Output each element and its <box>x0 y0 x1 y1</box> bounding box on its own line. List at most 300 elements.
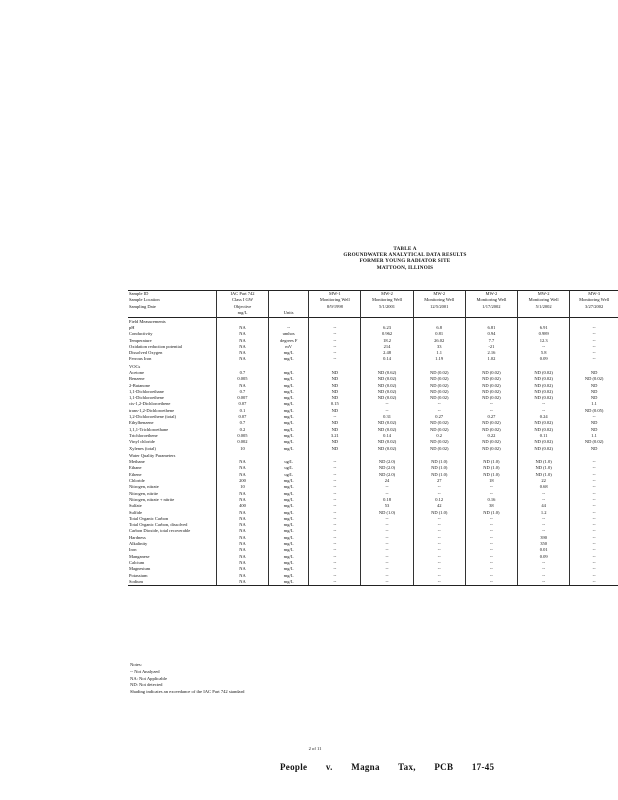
result-value: 6.8 <box>413 325 465 331</box>
result-value: -- <box>309 560 361 566</box>
result-value: 1.19 <box>413 356 465 362</box>
result-value: -- <box>361 547 413 553</box>
parameter-name: Total Organic Carbon, dissolved <box>129 522 188 528</box>
result-value: -- <box>361 522 413 528</box>
standard-value: NA <box>216 356 268 362</box>
parameter-name: Dissolved Oxygen <box>129 350 163 356</box>
standard-label: Objective <box>233 303 252 309</box>
result-value: -- <box>465 522 517 528</box>
result-value: 6.81 <box>465 325 517 331</box>
result-value: -- <box>465 484 517 490</box>
parameter-name: Calcium <box>129 559 145 565</box>
result-value: ND (0.02) <box>465 376 517 382</box>
result-value: ND (0.62) <box>361 370 413 376</box>
result-value: ND (0.02) <box>465 389 517 395</box>
result-value: -- <box>570 356 618 362</box>
well-id: MW-2 <box>485 291 498 296</box>
result-value: -- <box>413 547 465 553</box>
empty-cell <box>269 363 309 370</box>
result-value: -- <box>361 566 413 572</box>
result-value: ND (0.02) <box>518 420 570 426</box>
result-value: -- <box>413 535 465 541</box>
parameter-name: trans-1,2-Dichloroethene <box>129 407 175 413</box>
result-value: -- <box>361 408 413 414</box>
result-value: ND <box>309 389 361 395</box>
table-row <box>128 579 618 586</box>
well-date: 5/1/2002 <box>535 303 552 309</box>
section-title: VOCs <box>129 363 141 369</box>
result-value: -- <box>570 535 618 541</box>
standard-value: NA <box>216 579 268 586</box>
standard-value: 10 <box>216 484 268 490</box>
result-value: 0.18 <box>361 497 413 503</box>
standard-value: NA <box>216 325 268 331</box>
result-value: 0.09 <box>518 356 570 362</box>
result-value: -- <box>309 325 361 331</box>
result-value: -- <box>570 516 618 522</box>
unit-value: mg/L <box>269 528 309 534</box>
empty-cell <box>361 363 413 370</box>
result-value: ND (0.02) <box>465 383 517 389</box>
result-value: 6.91 <box>518 325 570 331</box>
result-value: ND (0.02) <box>413 376 465 382</box>
result-value: -- <box>413 401 465 407</box>
result-value: ND <box>309 439 361 445</box>
result-value: 1.1 <box>570 433 618 439</box>
result-value: ND (1.0) <box>413 465 465 471</box>
result-value: ND <box>309 376 361 382</box>
standard-value: 0.07 <box>216 414 268 420</box>
result-value: -- <box>413 528 465 534</box>
result-value: 0.16 <box>465 497 517 503</box>
result-value: 22 <box>518 478 570 484</box>
result-value: -- <box>570 478 618 484</box>
standard-value: 0.7 <box>216 420 268 426</box>
well-type: Monitoring Well <box>372 297 402 303</box>
result-value: -- <box>413 484 465 490</box>
case-footer <box>280 762 494 772</box>
parameter-name: Ethene <box>129 471 142 477</box>
table-label: TABLE A <box>393 246 417 252</box>
empty-cell <box>413 452 465 459</box>
result-value: 27 <box>413 478 465 484</box>
parameter-name: Nitrogen, nitrate + nitrite <box>129 496 175 502</box>
result-value: -- <box>570 579 618 586</box>
result-value: ND (0.02) <box>413 446 465 452</box>
standard-units: mg/L <box>237 310 248 316</box>
result-value: -- <box>309 573 361 579</box>
notes-heading: Notes: <box>130 662 142 667</box>
result-value: ND (2.0) <box>361 465 413 471</box>
empty-cell <box>216 317 268 325</box>
result-value: 18.2 <box>361 338 413 344</box>
parameter-name: Hardness <box>129 534 146 540</box>
parameter-name: Total Organic Carbon <box>129 515 169 521</box>
result-value: -- <box>361 484 413 490</box>
result-value: ND (0.02) <box>361 439 413 445</box>
unit-value: mV <box>269 344 309 350</box>
result-value: -- <box>570 484 618 490</box>
result-value: ND (0.02) <box>413 389 465 395</box>
result-value: -- <box>361 554 413 560</box>
parameter-name: Trichloroethene <box>129 432 158 438</box>
header-well-cell <box>465 291 517 318</box>
result-value: -- <box>570 338 618 344</box>
result-value: -- <box>570 344 618 350</box>
result-value: -- <box>465 579 517 586</box>
note-item: ND: Not detected <box>130 682 163 688</box>
standard-value: NA <box>216 350 268 356</box>
parameter-name: Nitrogen, nitrite <box>129 490 158 496</box>
well-date: 8/9/1998 <box>326 303 343 309</box>
standard-value: NA <box>216 465 268 471</box>
result-value: -- <box>361 579 413 586</box>
result-value: -- <box>309 516 361 522</box>
result-value: -- <box>518 344 570 350</box>
header-well-cell <box>518 291 570 318</box>
result-value: -- <box>570 350 618 356</box>
unit-value: mg/L <box>269 478 309 484</box>
result-value: ND (0.02) <box>413 370 465 376</box>
result-value: -- <box>570 325 618 331</box>
result-value: -- <box>413 541 465 547</box>
result-value: -- <box>570 554 618 560</box>
result-value: -- <box>570 491 618 497</box>
standard-value: 0.005 <box>216 376 268 382</box>
standard-value: 0.07 <box>216 401 268 407</box>
result-value: -- <box>309 497 361 503</box>
result-value: 0.94 <box>465 331 517 337</box>
standard-value: NA <box>216 338 268 344</box>
result-value: ND <box>309 446 361 452</box>
result-value: 0.31 <box>361 414 413 420</box>
result-value: ND <box>570 383 618 389</box>
header-standard-cell <box>216 291 268 318</box>
well-id: MW-1 <box>328 291 341 296</box>
result-value: ND <box>570 446 618 452</box>
parameter-name: pH <box>129 324 135 330</box>
result-value: ND (0.02) <box>361 395 413 401</box>
parameter-name: 1,1-Dichloroethane <box>129 388 164 394</box>
parameter-name: Xylenes (total) <box>129 445 156 451</box>
result-value: ND <box>570 427 618 433</box>
result-value: -- <box>309 503 361 509</box>
standard-value: NA <box>216 566 268 572</box>
unit-value: mg/L <box>269 510 309 516</box>
well-date: 3/27/2002 <box>584 303 604 309</box>
result-value: -- <box>361 401 413 407</box>
result-value: ND (0.02) <box>413 427 465 433</box>
result-value: -- <box>413 560 465 566</box>
result-value: ND <box>570 370 618 376</box>
unit-value: mg/L <box>269 541 309 547</box>
empty-cell <box>269 452 309 459</box>
parameter-name: Magnesium <box>129 566 151 572</box>
unit-value: mg/L <box>269 573 309 579</box>
parameter-name: Sodium <box>128 579 216 586</box>
standard-value: 0.005 <box>216 433 268 439</box>
standard-label: IAC Part 742 <box>230 291 255 296</box>
result-value: -- <box>309 491 361 497</box>
result-value: 12.3 <box>518 338 570 344</box>
result-value: -- <box>309 566 361 572</box>
parameter-name: Nitrogen, nitrate <box>129 484 159 490</box>
unit-value: mg/L <box>269 414 309 420</box>
result-value: -- <box>309 356 361 362</box>
empty-cell <box>216 452 268 459</box>
page-number: 2 of 11 <box>308 746 322 751</box>
unit-value: mg/L <box>269 401 309 407</box>
footer-word: 17-45 <box>471 762 495 772</box>
result-value: ND <box>309 395 361 401</box>
empty-cell <box>269 317 309 325</box>
table-title-block <box>300 246 510 271</box>
result-value: 33 <box>413 344 465 350</box>
standard-value: NA <box>216 541 268 547</box>
result-value: 0.962 <box>361 331 413 337</box>
result-value: 0.11 <box>518 433 570 439</box>
result-value: -- <box>309 350 361 356</box>
result-value: -- <box>309 541 361 547</box>
well-id: MW-2 <box>537 291 550 296</box>
header-units-cell <box>269 291 309 318</box>
result-value: ND (0.02) <box>465 427 517 433</box>
result-value: -- <box>518 573 570 579</box>
well-id: MW-2 <box>433 291 446 296</box>
unit-value: ug/L <box>269 472 309 478</box>
result-value: ND (1.0) <box>518 472 570 478</box>
result-value: 214 <box>361 344 413 350</box>
result-value: ND (0.02) <box>361 446 413 452</box>
well-date: 1/17/2002 <box>482 303 501 309</box>
parameter-name: Methane <box>129 459 145 465</box>
unit-value: mg/L <box>269 350 309 356</box>
standard-value: 200 <box>216 478 268 484</box>
well-id: MW-3 <box>588 291 600 296</box>
result-value: -- <box>309 535 361 541</box>
result-value: ND (1.0) <box>518 465 570 471</box>
result-value: -- <box>309 331 361 337</box>
result-value: 1.1 <box>570 401 618 407</box>
unit-value: mg/L <box>269 383 309 389</box>
parameter-name: Chloride <box>129 478 145 484</box>
sample-id-label: Sample ID <box>129 291 149 296</box>
result-value: -- <box>413 408 465 414</box>
result-value: 7.7 <box>465 338 517 344</box>
well-type: Monitoring Well <box>319 297 350 303</box>
result-value: -- <box>413 522 465 528</box>
result-value: -- <box>465 401 517 407</box>
result-value: ND (0.05) <box>570 408 618 414</box>
empty-cell <box>570 452 618 459</box>
result-value: 0.14 <box>361 433 413 439</box>
result-value: ND (0.02) <box>518 427 570 433</box>
result-value: -- <box>518 491 570 497</box>
result-value: 0.68 <box>518 484 570 490</box>
unit-value: mg/L <box>269 427 309 433</box>
result-value: 1.2 <box>518 510 570 516</box>
standard-value: NA <box>216 491 268 497</box>
standard-value: NA <box>216 573 268 579</box>
result-value: ND (0.02) <box>413 383 465 389</box>
result-value: -- <box>361 560 413 566</box>
parameter-name: Ethane <box>129 465 142 471</box>
result-value: ND (0.02) <box>413 395 465 401</box>
standard-value: NA <box>216 331 268 337</box>
standard-value: 10 <box>216 446 268 452</box>
empty-cell <box>518 317 570 325</box>
result-value: -- <box>570 541 618 547</box>
unit-value: mg/L <box>269 395 309 401</box>
result-value: -- <box>570 331 618 337</box>
result-value: ND (0.02) <box>465 446 517 452</box>
standard-value: 0.7 <box>216 389 268 395</box>
unit-value: -- <box>269 325 309 331</box>
site-location: MATTOON, ILLINOIS <box>376 264 434 271</box>
result-value: ND (0.02) <box>518 395 570 401</box>
empty-cell <box>465 363 517 370</box>
result-value: -- <box>570 465 618 471</box>
unit-value: mg/L <box>269 376 309 382</box>
sample-location-label: Sample Location <box>129 297 160 303</box>
result-value: -- <box>570 472 618 478</box>
result-value: ND (1.0) <box>413 510 465 516</box>
unit-value: mg/L <box>269 522 309 528</box>
note-item: NA: Not Applicable <box>130 675 167 681</box>
result-value: ND (2.0) <box>361 472 413 478</box>
empty-cell <box>518 363 570 370</box>
result-value: ND <box>309 408 361 414</box>
footer-word: People <box>280 762 308 772</box>
result-value: ND (0.02) <box>465 420 517 426</box>
result-value: -- <box>518 408 570 414</box>
unit-value: mg/L <box>269 408 309 414</box>
parameter-name: 1,1,1-Trichloroethane <box>129 426 169 432</box>
section-title: Field Measurements <box>128 317 216 325</box>
empty-cell <box>465 452 517 459</box>
footer-word: PCB <box>434 762 454 772</box>
result-value: -- <box>570 459 618 465</box>
well-type: Monitoring Well <box>476 297 507 303</box>
footer-word: Magna <box>351 762 380 772</box>
standard-value: 0.2 <box>216 427 268 433</box>
result-value: -- <box>361 516 413 522</box>
site-name: FORMER YOUNG RADIATOR SITE <box>359 258 451 265</box>
header-well-cell <box>570 291 618 318</box>
parameter-name: Carbon Dioxide, total recoverable <box>129 528 191 534</box>
result-value: -- <box>309 414 361 420</box>
well-id: MW-2 <box>381 291 393 296</box>
result-value: ND (0.02) <box>570 376 618 382</box>
result-value: -- <box>361 535 413 541</box>
result-value: 5.8 <box>518 350 570 356</box>
empty-cell <box>361 452 413 459</box>
result-value: 3.21 <box>309 433 361 439</box>
result-value: -- <box>570 528 618 534</box>
standard-value: NA <box>216 516 268 522</box>
result-value: ND <box>570 420 618 426</box>
well-type: Monitoring Well <box>528 297 559 303</box>
result-value: -- <box>570 560 618 566</box>
result-value: 0.22 <box>465 433 517 439</box>
unit-value: mg/L <box>269 389 309 395</box>
result-value: -- <box>465 491 517 497</box>
unit-value: mg/L <box>269 356 309 362</box>
parameter-name: 2-Butanone <box>129 382 150 388</box>
well-type: Monitoring Well <box>579 297 610 303</box>
parameter-name: Benzene <box>129 376 145 382</box>
result-value: -- <box>309 547 361 553</box>
result-value: 0.27 <box>413 414 465 420</box>
result-value: -- <box>465 408 517 414</box>
parameter-name: Sulfate <box>129 503 142 509</box>
result-value: -- <box>570 522 618 528</box>
result-value: 2.16 <box>465 350 517 356</box>
standard-value: NA <box>216 344 268 350</box>
result-value: -- <box>465 554 517 560</box>
result-value: -- <box>518 516 570 522</box>
standard-label: Class I GW <box>231 297 253 303</box>
standard-value: NA <box>216 472 268 478</box>
result-value: -- <box>570 566 618 572</box>
data-table-container <box>128 290 618 586</box>
standard-value: NA <box>216 560 268 566</box>
unit-value: mg/L <box>269 566 309 572</box>
result-value: ND (0.02) <box>361 383 413 389</box>
result-value: 390 <box>518 535 570 541</box>
result-value: -- <box>413 554 465 560</box>
table-title: GROUNDWATER ANALYTICAL DATA RESULTS <box>343 252 467 259</box>
standard-value: NA <box>216 547 268 553</box>
note-item: Shading indicates an exceedance of the IAC Part 742 standard <box>130 689 245 695</box>
result-value: ND (0.02) <box>570 439 618 445</box>
result-value: ND <box>570 395 618 401</box>
result-value: -- <box>518 560 570 566</box>
parameter-name: Oxidation reduction potential <box>129 343 182 349</box>
empty-cell <box>309 317 361 325</box>
result-value: ND <box>309 383 361 389</box>
unit-value: degrees F <box>269 338 309 344</box>
table-notes <box>130 662 430 696</box>
parameter-name: 1,1-Dichloroethene <box>129 395 164 401</box>
header-well-cell <box>361 291 413 318</box>
result-value: 38 <box>465 503 517 509</box>
result-value: -- <box>309 465 361 471</box>
table-body <box>128 317 618 585</box>
result-value: 18 <box>465 478 517 484</box>
standard-value: 0.007 <box>216 395 268 401</box>
unit-value: mg/L <box>269 491 309 497</box>
result-value: ND (0.02) <box>518 389 570 395</box>
result-value: 0.24 <box>518 414 570 420</box>
result-value: -- <box>309 338 361 344</box>
result-value: ND (1.0) <box>465 465 517 471</box>
unit-value: mg/L <box>269 554 309 560</box>
result-value: ND (0.02) <box>361 427 413 433</box>
empty-cell <box>518 452 570 459</box>
result-value: 0.989 <box>518 331 570 337</box>
parameter-name: cis-1,2-Dichloroethene <box>129 401 171 407</box>
unit-value: mg/L <box>269 433 309 439</box>
standard-value: NA <box>216 510 268 516</box>
empty-cell <box>413 363 465 370</box>
header-labels-cell <box>128 291 216 318</box>
standard-value: NA <box>216 535 268 541</box>
result-value: -- <box>570 414 618 420</box>
unit-value: mg/L <box>269 446 309 452</box>
result-value: -- <box>309 472 361 478</box>
parameter-name: Temperature <box>129 337 152 343</box>
